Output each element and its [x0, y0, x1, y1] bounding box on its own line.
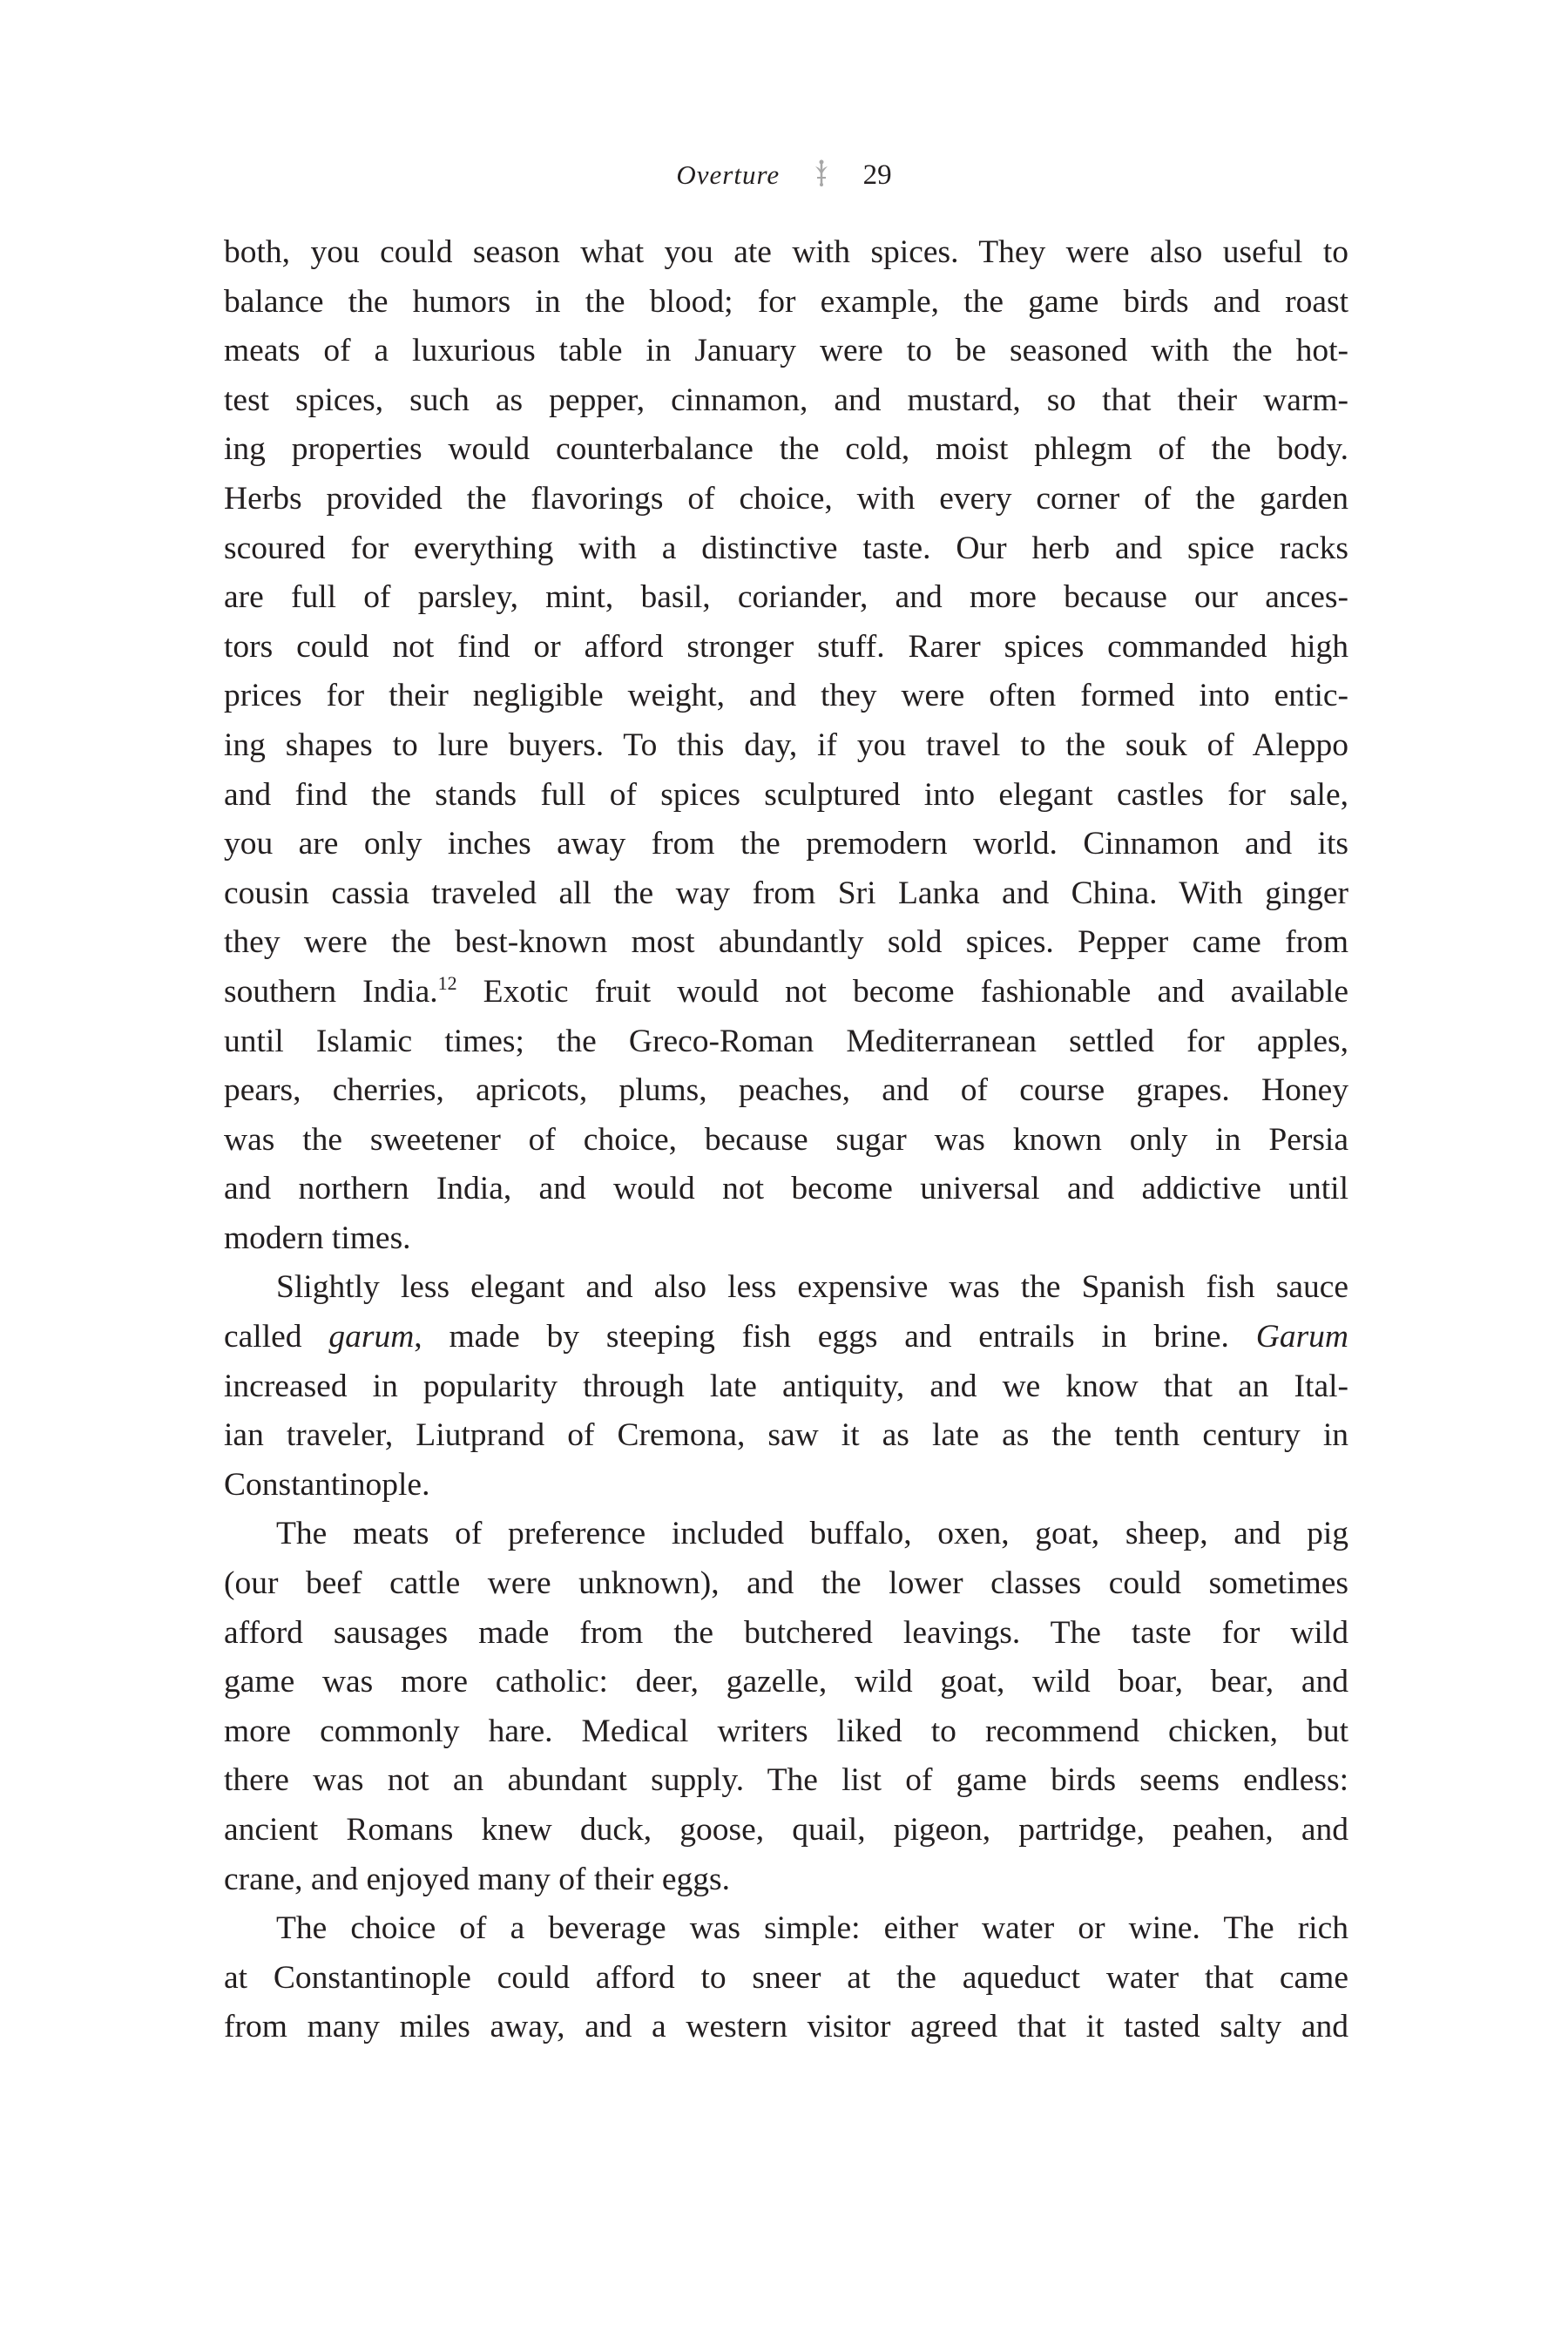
page-number: 29 — [862, 159, 892, 191]
text-segment: from many miles away, and a western visitor agreed that it tasted salty and — [224, 2009, 1348, 2045]
text-line — [224, 2003, 1348, 2052]
footnote-marker: 12 — [437, 971, 457, 994]
text-line — [224, 1904, 1348, 1954]
text-segment: cousin cassia traveled all the way from Sri Lanka and China. With ginger — [224, 875, 1348, 911]
text-segment: game was more catholic: deer, gazelle, wild goat, wild boar, bear, and — [224, 1664, 1348, 1700]
text-segment: you are only inches away from the premodern world. Cinnamon and its — [224, 826, 1348, 862]
text-segment: balance the humors in the blood; for example, the game birds and roast — [224, 283, 1348, 320]
text-segment: Herbs provided the flavorings of choice, with every corner of the garden — [224, 480, 1348, 517]
text-line — [224, 524, 1348, 574]
text-segment: afford sausages made from the butchered leavings. The taste for wild — [224, 1614, 1348, 1651]
text-line — [224, 1954, 1348, 2004]
body-text — [224, 228, 1348, 2052]
text-line — [224, 721, 1348, 771]
text-line — [224, 1707, 1348, 1757]
text-segment: increased in popularity through late antiquity, and we know that an Ital- — [224, 1368, 1348, 1404]
running-title: Overture — [676, 159, 781, 190]
text-line — [224, 1658, 1348, 1707]
text-segment: called — [224, 1319, 329, 1355]
text-segment: pears, cherries, apricots, plums, peaches, and of course grapes. Honey — [224, 1072, 1348, 1109]
text-line — [224, 327, 1348, 376]
text-segment: and find the stands full of spices sculptured into elegant castles for sale, — [224, 776, 1348, 813]
text-line — [224, 623, 1348, 672]
text-segment: until Islamic times; the Greco-Roman Mediterranean settled for apples, — [224, 1023, 1348, 1059]
text-line — [224, 771, 1348, 821]
text-line — [224, 1017, 1348, 1067]
text-segment: The meats of preference included buffalo, oxen, goat, sheep, and pig — [276, 1516, 1348, 1552]
text-segment: The choice of a beverage was simple: either water or wine. The rich — [276, 1910, 1348, 1947]
text-line — [224, 1263, 1348, 1313]
text-line — [224, 1313, 1348, 1362]
text-segment: prices for their negligible weight, and they were often formed into entic- — [224, 678, 1348, 714]
text-line — [224, 1510, 1348, 1559]
italic-term: garum — [328, 1319, 415, 1355]
text-segment: was the sweetener of choice, because sugar was known only in Persia — [224, 1121, 1348, 1158]
text-line — [224, 376, 1348, 426]
text-segment: and northern India, and would not become universal and addictive until — [224, 1171, 1348, 1207]
text-line — [224, 869, 1348, 919]
text-line — [224, 278, 1348, 328]
text-segment: ing properties would counterbalance the cold, moist phlegm of the body. — [224, 431, 1348, 468]
text-segment: southern India. — [224, 973, 438, 1010]
text-line — [224, 475, 1348, 524]
running-header — [0, 159, 1568, 194]
text-line — [224, 1609, 1348, 1659]
text-segment: are full of parsley, mint, basil, coriander, and more because our ances- — [224, 579, 1348, 616]
text-segment: Exotic fruit would not become fashionable and available — [456, 973, 1348, 1010]
text-segment: tors could not find or afford stronger stuff. Rarer spices commanded high — [224, 628, 1348, 665]
text-line — [224, 1411, 1348, 1461]
italic-term: Garum — [1255, 1319, 1348, 1355]
text-segment: test spices, such as pepper, cinnamon, and mustard, so that their warm- — [224, 382, 1348, 418]
text-segment: Constantinople. — [224, 1466, 430, 1503]
text-segment: modern times. — [224, 1220, 411, 1256]
text-segment: scoured for everything with a distinctive taste. Our herb and spice racks — [224, 530, 1348, 566]
text-segment: both, you could season what you ate with spices. They were also useful to — [224, 234, 1348, 270]
text-line — [224, 425, 1348, 475]
text-line — [224, 573, 1348, 623]
text-line — [224, 918, 1348, 968]
text-line — [224, 1461, 1348, 1511]
text-segment: ing shapes to lure buyers. To this day, if you travel to the souk of Aleppo — [224, 727, 1348, 763]
text-line — [224, 1806, 1348, 1855]
text-segment: , made by steeping fish eggs and entrails in brine. — [414, 1319, 1256, 1355]
text-line — [224, 1362, 1348, 1412]
text-segment: at Constantinople could afford to sneer at the aqueduct water that came — [224, 1959, 1348, 1996]
text-line — [224, 1855, 1348, 1905]
text-segment: more commonly hare. Medical writers liked to recommend chicken, but — [224, 1713, 1348, 1749]
text-segment: ian traveler, Liutprand of Cremona, saw it as late as the tenth century in — [224, 1417, 1348, 1454]
text-line — [224, 1214, 1348, 1264]
text-line — [224, 228, 1348, 278]
text-segment: they were the best-known most abundantly sold spices. Pepper came from — [224, 924, 1348, 961]
text-line — [224, 968, 1348, 1017]
text-segment: Slightly less elegant and also less expensive was the Spanish fish sauce — [276, 1269, 1348, 1306]
text-line — [224, 1756, 1348, 1806]
text-line — [224, 1559, 1348, 1609]
text-line — [224, 1165, 1348, 1214]
text-line — [224, 672, 1348, 721]
text-line — [224, 1116, 1348, 1166]
text-line — [224, 820, 1348, 869]
text-segment: crane, and enjoyed many of their eggs. — [224, 1861, 731, 1897]
text-segment: (our beef cattle were unknown), and the lower classes could sometimes — [224, 1565, 1348, 1602]
text-line — [224, 1066, 1348, 1116]
text-segment: there was not an abundant supply. The list of game birds seems endless: — [224, 1762, 1348, 1799]
text-segment: ancient Romans knew duck, goose, quail, pigeon, partridge, peahen, and — [224, 1812, 1348, 1848]
fleuron-icon — [814, 159, 828, 194]
text-segment: meats of a luxurious table in January were to be seasoned with the hot- — [224, 333, 1348, 369]
